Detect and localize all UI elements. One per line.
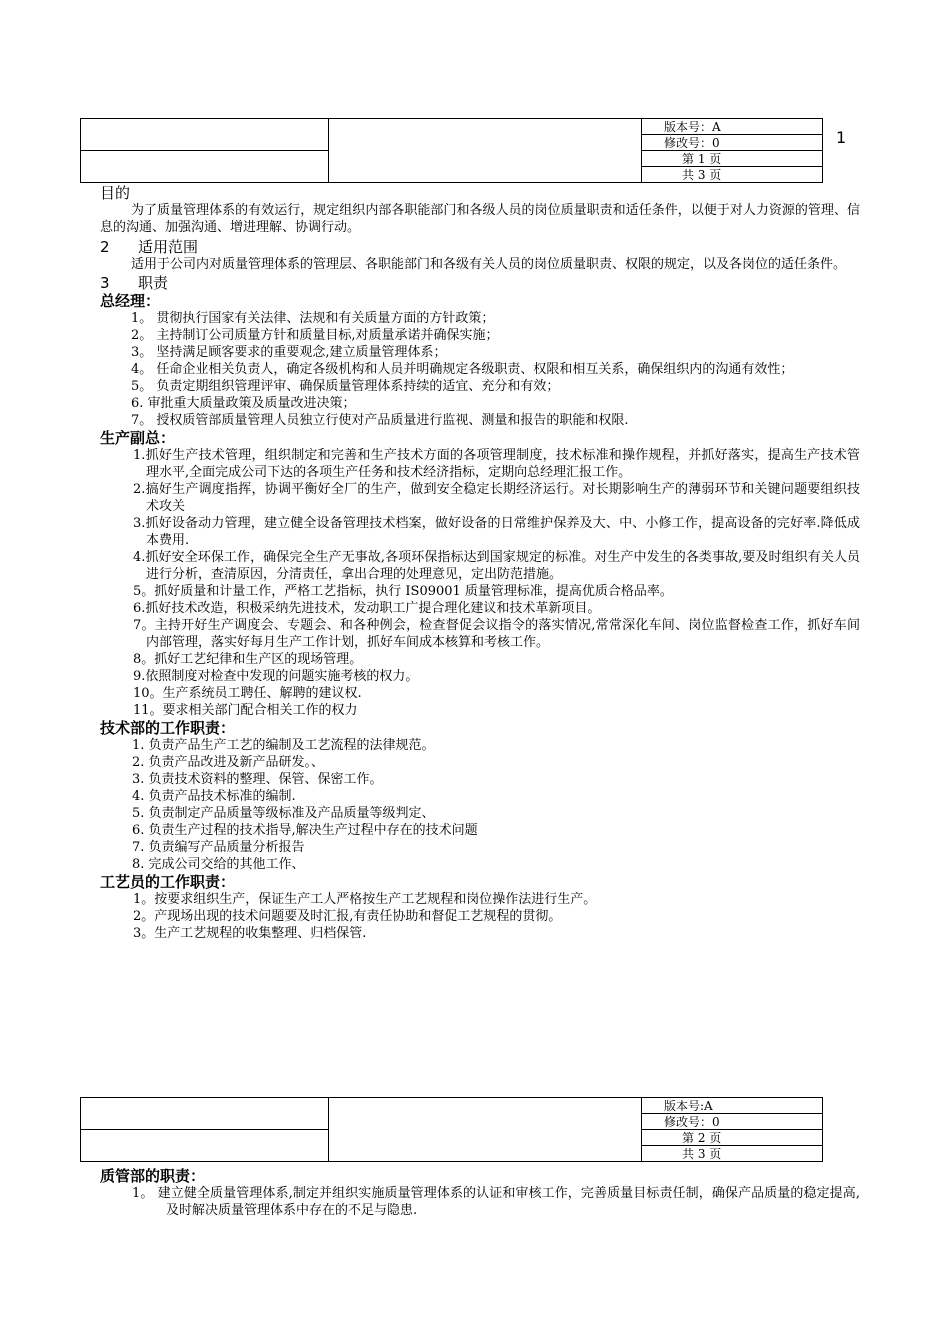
list-item: 1。按要求组织生产，保证生产工人严格按生产工艺规程和岗位操作法进行生产。 [133,892,597,907]
total-pages-label: 共 3 页 [642,1146,823,1162]
list-item: 2.搞好生产调度指挥，协调平衡好全厂的生产，做到安全稳定长期经济运行。对长期影响生产的薄弱环节和关键问题要组织技术攻关 [133,482,860,514]
scope-heading [100,238,860,256]
list-item: 3。生产工艺规程的收集整理、归档保管. [133,926,367,941]
list-item: 3.抓好设备动力管理，建立健全设备管理技术档案，做好设备的日常维护保养及大、中、小修工作，提高设备的完好率.降低成本费用. [133,516,860,548]
page-label: 第 1 页 [642,151,823,167]
list-item: 8. 完成公司交给的其他工作、 [132,857,305,872]
document-body [100,184,860,942]
tech-title: 技术部的工作职责： [100,719,236,737]
list-item: 5. 负责制定产品质量等级标准及产品质量等级判定、 [132,806,435,821]
list-item: 11。要求相关部门配合相关工作的权力 [133,703,358,718]
revision-label: 修改号：0 [642,135,823,151]
purpose-text: 为了质量管理体系的有效运行，规定组织内部各职能部门和各级人员的岗位质量职责和适任条件，以便于对人力资源的管理、信息的沟通、加强沟通、增进理解、协调行动。 [100,203,860,235]
total-pages-label: 共 3 页 [642,167,823,183]
list-item: 2。 主持制订公司质量方针和质量目标,对质量承诺并确保实施； [131,328,499,343]
craft-title: 工艺员的工作职责： [100,873,236,891]
list-item: 1.抓好生产技术管理，组织制定和完善和生产技术方面的各项管理制度，技术标准和操作规程，并抓好落实，提高生产技术管理水平,全面完成公司下达的各项生产任务和技术经济指标，定期向总经理汇报工作。 [133,448,860,480]
list-item: 3. 负责技术资料的整理、保管、保密工作。 [132,772,383,787]
page-label: 第 2 页 [642,1130,823,1146]
qa-title: 质管部的职责： [100,1167,206,1185]
header-cell-middle [329,1098,642,1162]
list-item: 10。生产系统员工聘任、解聘的建议权. [133,686,362,701]
header-cell-blank-2 [81,151,329,183]
list-item: 1。 建立健全质量管理体系,制定并组织实施质量管理体系的认证和审核工作，完善质量目标责任制，确保产品质量的稳定提高,及时解决质量管理体系中存在的不足与隐患. [132,1186,860,1218]
document-body-2 [100,1167,860,1219]
list-item: 3。 坚持满足顾客要求的重要观念,建立质量管理体系； [131,345,447,360]
list-item: 5。 负责定期组织管理评审、确保质量管理体系持续的适宜、充分和有效； [131,379,560,394]
version-label: 版本号：A [642,119,823,135]
vp-title: 生产副总： [100,429,176,447]
scope-title: 适用范围 [138,238,199,256]
list-item: 7。主持开好生产调度会、专题会、和各种例会，检查督促会议指令的落实情况,常常深化车间、岗位监督检查工作，抓好车间内部管理，落实好每月生产工作计划，抓好车间成本核算和考核工作。 [133,618,860,650]
list-item: 2。产现场出现的技术问题要及时汇报,有责任协助和督促工艺规程的贯彻。 [133,909,562,924]
header-cell-blank [81,1098,329,1130]
list-item: 9.依照制度对检查中发现的问题实施考核的权力。 [133,669,419,684]
list-item: 4.抓好安全环保工作，确保完全生产无事故,各项环保指标达到国家规定的标准。对生产中发生的各类事故,要及时组织有关人员进行分析，查清原因，分清责任，拿出合理的处理意见，定出防范措施。 [133,550,860,582]
list-item: 7。 授权质管部质量管理人员独立行使对产品质量进行监视、测量和报告的职能和权限. [131,413,629,428]
list-item: 4。 任命企业相关负责人，确定各级机构和人员并明确规定各级职责、权限和相互关系，确保组织内的沟通有效性； [131,362,794,377]
header-table [80,118,823,183]
revision-label: 修改号：0 [642,1114,823,1130]
gm-title: 总经理： [100,292,161,310]
list-item: 7. 负责编写产品质量分析报告 [132,840,305,855]
list-item: 8。抓好工艺纪律和生产区的现场管理。 [133,652,363,667]
list-item: 2. 负责产品改进及新产品研发。、 [132,755,325,770]
duties-title: 职责 [138,274,169,292]
side-page-number: 1 [836,128,847,147]
list-item: 1。 贯彻执行国家有关法律、法规和有关质量方面的方针政策； [131,311,495,326]
purpose-title: 目的 [100,184,131,202]
duties-number: 3 [100,274,110,292]
scope-number: 2 [100,238,110,256]
list-item: 5。抓好质量和计量工作，严格工艺指标，执行 IS09001 质量管理标准，提高优质合格品率。 [133,584,673,599]
header-cell-middle [329,119,642,183]
list-item: 4. 负责产品技术标准的编制. [132,789,296,804]
header-cell-blank-2 [81,1130,329,1162]
list-item: 6. 审批重大质量政策及质量改进决策； [131,396,356,411]
list-item: 1. 负责产品生产工艺的编制及工艺流程的法律规范。 [132,738,435,753]
duties-heading [100,274,860,292]
list-item: 6.抓好技术改造，积极采纳先进技术，发动职工广提合理化建议和技术革新项目。 [133,601,601,616]
list-item: 6. 负责生产过程的技术指导,解决生产过程中存在的技术问题 [132,823,478,838]
version-label: 版本号:A [642,1098,823,1114]
header-cell-blank [81,119,329,151]
scope-text: 适用于公司内对质量管理体系的管理层、各职能部门和各级有关人员的岗位质量职责、权限的规定，以及各岗位的适任条件。 [131,257,847,272]
header-table-2 [80,1097,823,1162]
